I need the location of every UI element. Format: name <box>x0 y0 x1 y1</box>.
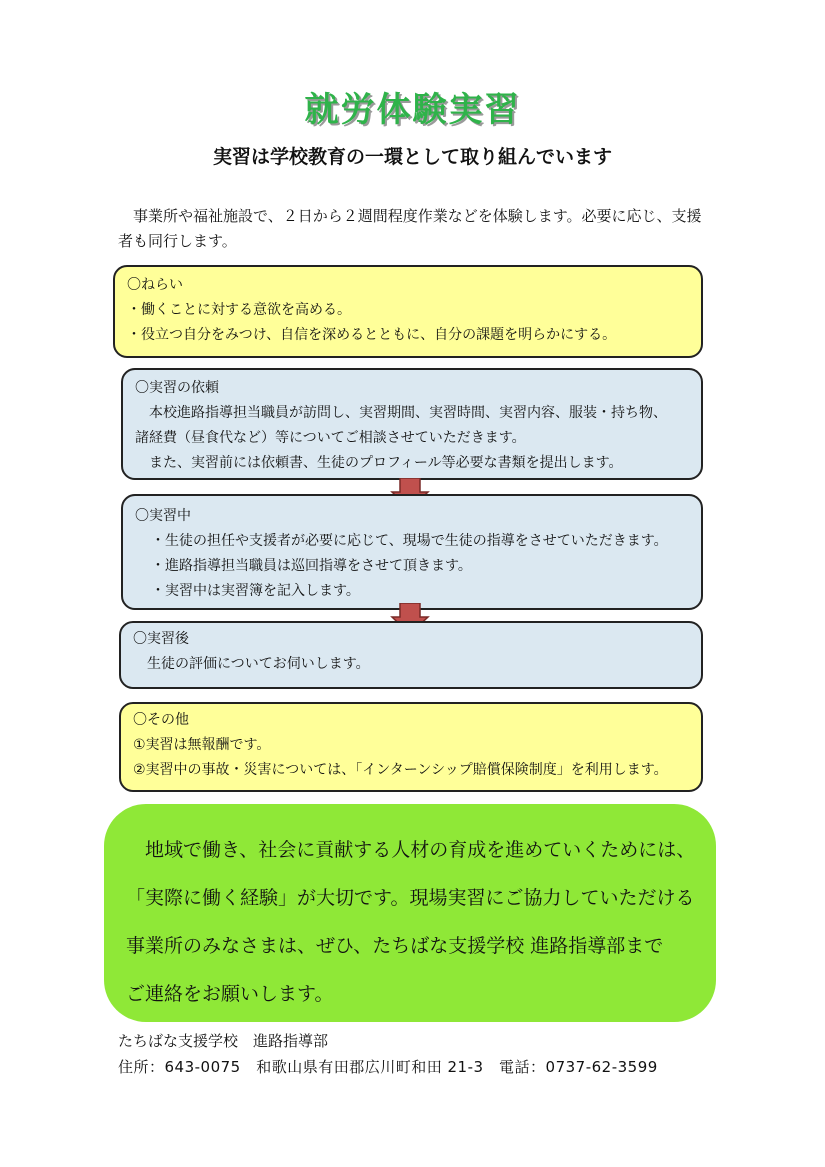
during-box <box>121 494 703 610</box>
intro-paragraph: 事業所や福祉施設で、２日から２週間程度作業などを体験します。必要に応じ、支援者も同行します。 <box>118 207 702 250</box>
request-line: 本校進路指導担当職員が訪問し、実習期間、実習時間、実習内容、服装・持ち物、 <box>149 405 667 421</box>
aim-line: ・働くことに対する意欲を高める。 <box>127 302 351 318</box>
appeal-line: ご連絡をお願いします。 <box>126 983 334 1005</box>
aim-box <box>113 265 703 358</box>
other-heading: 〇その他 <box>133 712 189 728</box>
page-title: 就労体験実習 <box>304 90 521 130</box>
aim-line: ・役立つ自分をみつけ、自信を深めるとともに、自分の課題を明らかにする。 <box>127 327 617 343</box>
aim-heading: 〇ねらい <box>127 277 183 293</box>
page-subtitle: 実習は学校教育の一環として取り組んでいます <box>212 146 612 168</box>
appeal-line: 事業所のみなさまは、ぜひ、たちばな支援学校 進路指導部まで <box>126 935 664 957</box>
other-line: ②実習中の事故・災害については、「インターンシップ賠償保険制度」を利用します。 <box>133 762 668 778</box>
during-line: ・実習中は実習簿を記入します。 <box>151 583 360 599</box>
footer-org: たちばな支援学校 進路指導部 <box>118 1032 329 1050</box>
after-box <box>119 621 703 689</box>
during-line: ・進路指導担当職員は巡回指導をさせて頂きます。 <box>151 558 472 574</box>
other-line: ①実習は無報酬です。 <box>133 737 271 753</box>
request-line: 諸経費（昼食代など）等についてご相談させていただきます。 <box>135 430 526 446</box>
request-box <box>121 368 703 480</box>
request-heading: 〇実習の依頼 <box>135 380 219 396</box>
appeal-line: 地域で働き、社会に貢献する人材の育成を進めていくためには、 <box>145 839 696 861</box>
during-line: ・生徒の担任や支援者が必要に応じて、現場で生徒の指導をさせていただきます。 <box>151 533 668 549</box>
during-heading: 〇実習中 <box>135 508 191 524</box>
appeal-line: 「実際に働く経験」が大切です。現場実習にご協力していただける <box>126 887 695 909</box>
after-heading: 〇実習後 <box>133 631 189 647</box>
other-box <box>119 702 703 792</box>
request-line: また、実習前には依頼書、生徒のプロフィール等必要な書類を提出します。 <box>149 455 623 471</box>
after-line: 生徒の評価についてお伺いします。 <box>147 656 370 672</box>
appeal-box <box>104 804 716 1022</box>
footer-address: 住所：643-0075 和歌山県有田郡広川町和田 21-3 電話：0737-62-3599 <box>118 1058 658 1076</box>
